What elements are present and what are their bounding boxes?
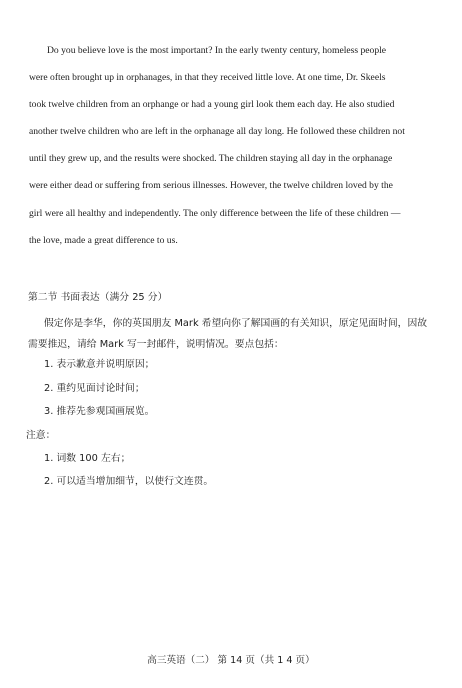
essay-line: took twelve children from an orphange or had a young girl look them each day. He also studied bbox=[29, 99, 395, 111]
essay-line: until they grew up, and the results were shocked. The children staying all day in the orphanage bbox=[29, 153, 393, 165]
notes-title: 注意： bbox=[26, 430, 56, 441]
essay-paragraph bbox=[29, 37, 433, 254]
essay-line: were often brought up in orphanages, in that they received little love. At one time, Dr. Skeels bbox=[29, 72, 386, 84]
point-item: 2. 重约见面讨论时间； bbox=[44, 383, 145, 394]
essay-line: another twelve children who are left in the orphanage all day long. He followed these children not bbox=[29, 126, 405, 138]
point-item: 3. 推荐先参观国画展览。 bbox=[44, 406, 155, 417]
note-item: 2. 可以适当增加细节，以使行文连贯。 bbox=[44, 476, 214, 487]
task-description-line: 需要推迟，请给 Mark 写一封邮件，说明情况。要点包括： bbox=[28, 339, 284, 350]
essay-line: girl were all healthy and independently. The only difference between the life of these children — bbox=[29, 207, 401, 219]
section-title: 第二节 书面表达（满分 25 分） bbox=[28, 292, 168, 303]
task-description-line: 假定你是李华，你的英国朋友 Mark 希望向你了解国画的有关知识，原定见面时间，因故 bbox=[44, 318, 428, 329]
essay-line: were either dead or suffering from serious illnesses. However, the twelve children loved by the bbox=[29, 180, 393, 192]
essay-line: Do you believe love is the most important? In the early twenty century, homeless people bbox=[47, 45, 387, 56]
page-footer: 高三英语（二） 第 14 页（共 1 4 页） bbox=[147, 655, 315, 666]
note-item: 1. 词数 100 左右； bbox=[44, 453, 131, 464]
point-item: 1. 表示歉意并说明原因； bbox=[44, 359, 155, 370]
essay-line: the love, made a great difference to us. bbox=[29, 234, 178, 246]
